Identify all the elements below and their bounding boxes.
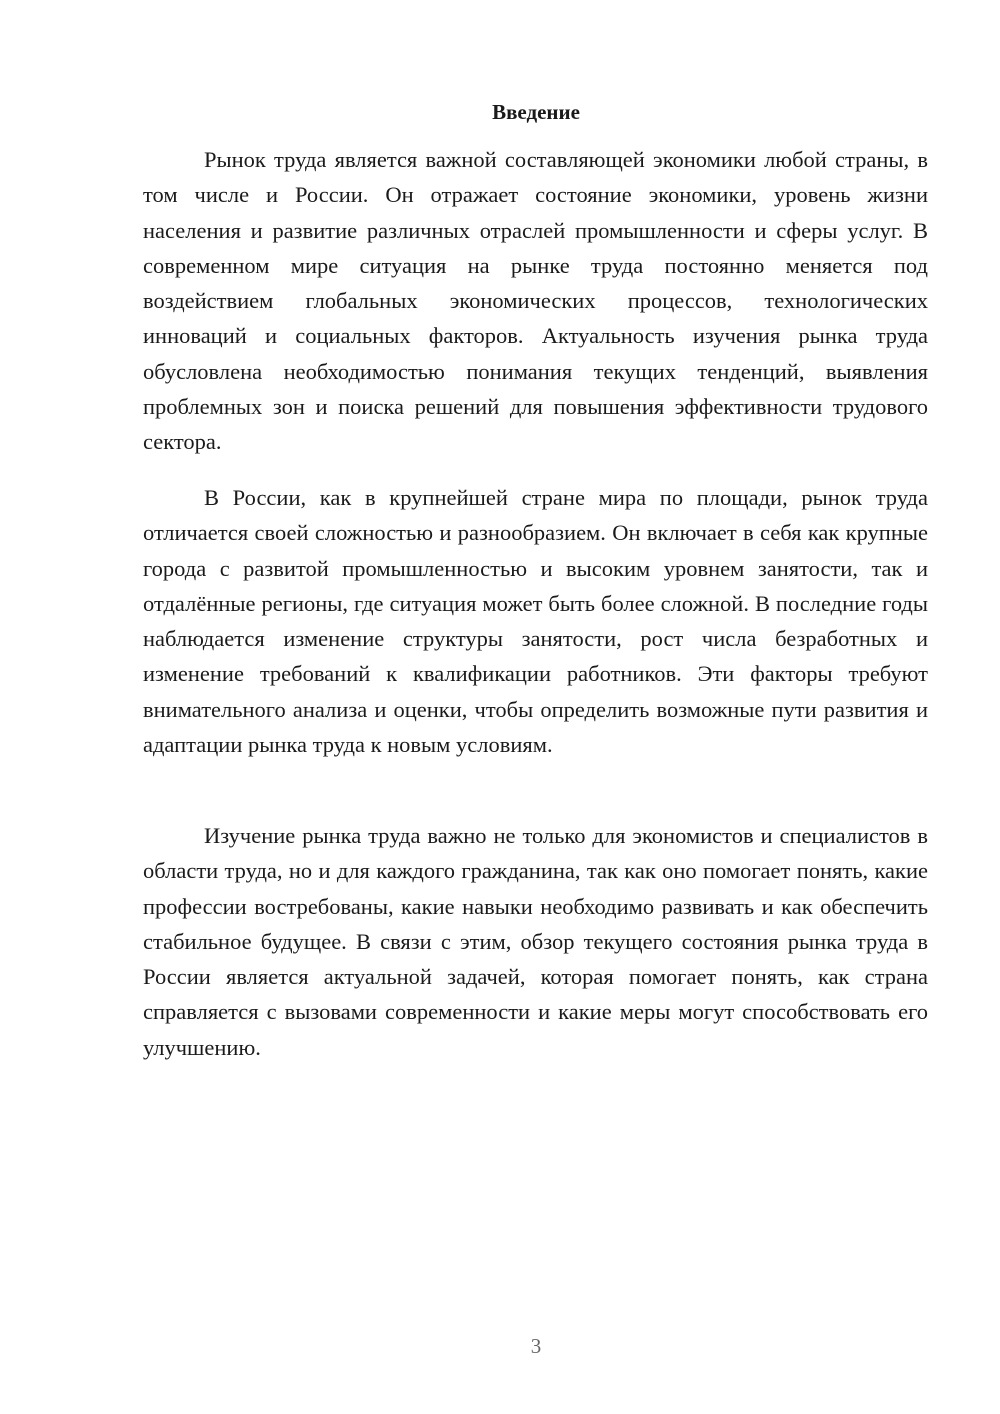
paragraph-3: Изучение рынка труда важно не только для экономистов и специалистов в области труда, но и для каждого гражданина, так как оно помогает понять, какие профессии востребованы, какие навыки необходимо развивать и как обеспечить стабильное будущее. В связи с этим, обзор текущего состояния рынка труда в России является актуальной задачей, которая помогает понять, как страна справляется с вызовами современности и какие меры могут способствовать его улучшению.: [143, 823, 928, 1060]
paragraph-1: Рынок труда является важной составляющей экономики любой страны, в том числе и России. Он отражает состояние экономики, уровень жизни населения и развитие различных отраслей промышленности и сферы услуг. В современном мире ситуация на рынке труда постоянно меняется под воздействием глобальных экономических процессов, технологических инноваций и социальных факторов. Актуальность изучения рынка труда обусловлена необходимостью понимания текущих тенденций, выявления проблемных зон и поиска решений для повышения эффективности трудового сектора.: [143, 147, 928, 455]
paragraph-2: В России, как в крупнейшей стране мира по площади, рынок труда отличается своей сложностью и разнообразием. Он включает в себя как крупные города с развитой промышленностью и высоким уровнем занятости, так и отдалённые регионы, где ситуация может быть более сложной. В последние годы наблюдается изменение структуры занятости, рост числа безработных и изменение требований к квалификации работников. Эти факторы требуют внимательного анализа и оценки, чтобы определить возможные пути развития и адаптации рынка труда к новым условиям.: [143, 485, 928, 758]
section-title: Введение: [492, 100, 580, 124]
page-number: 3: [530, 1334, 542, 1358]
